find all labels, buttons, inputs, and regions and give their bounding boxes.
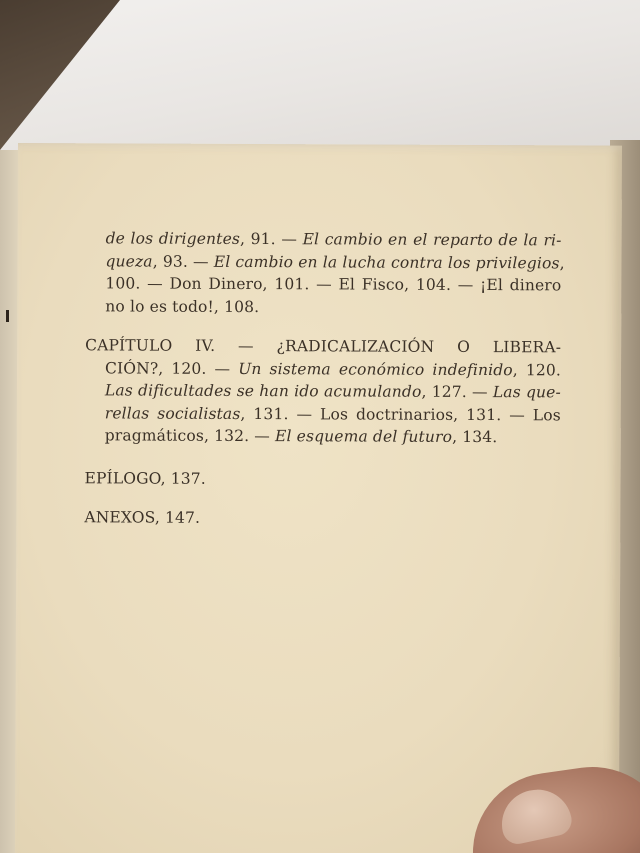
toc-italic-text: El esquema del futuro: [274, 427, 453, 446]
toc-line: [86, 227, 562, 252]
anexos-heading: ANEXOS, 147.: [84, 508, 201, 527]
toc-anexos-entry: [84, 506, 560, 531]
toc-italic-text: Las dificultades se han ido acumulando: [104, 381, 422, 401]
toc-line: [85, 402, 561, 427]
toc-page-ref: , 93. —: [152, 252, 214, 271]
toc-italic-text: El cambio en el reparto de la ri-: [302, 230, 562, 250]
toc-italic-text: Un sistema económico indefinido: [238, 359, 513, 379]
toc-continuation-entry: [85, 227, 565, 319]
toc-page-ref: , 127. —: [421, 382, 493, 402]
toc-italic-text: queza: [105, 251, 153, 271]
table-of-contents: [84, 227, 565, 531]
toc-page-ref: , 134.: [452, 427, 498, 447]
toc-line: [85, 379, 561, 404]
toc-line: [85, 250, 565, 275]
toc-line: [85, 357, 561, 382]
toc-line: 100. — Don Dinero, 101. — El Fisco, 104. — ¡El dinero: [105, 274, 562, 295]
toc-chapter-4-entry: [85, 334, 561, 449]
epilogo-heading: EPÍLOGO, 137.: [84, 468, 206, 488]
toc-page-ref: CIÓN?, 120. —: [104, 358, 239, 378]
toc-page-ref: , 91. —: [239, 229, 303, 249]
toc-line: no lo es todo!, 108.: [105, 296, 260, 316]
toc-italic-text: Las que-: [492, 383, 561, 402]
toc-page-ref: , 120.: [512, 360, 562, 379]
toc-italic-text: de los dirigentes: [105, 229, 241, 248]
chapter-heading: CAPÍTULO IV. — ¿RADICALIZACIÓN O LIBERA-: [85, 336, 562, 357]
toc-punctuation: ,: [559, 253, 565, 272]
toc-line: [85, 424, 561, 449]
margin-mark: [6, 310, 9, 322]
toc-page-ref: pragmáticos, 132. —: [104, 426, 276, 446]
toc-epilogo-entry: [84, 467, 560, 492]
toc-italic-text: rellas socialistas: [104, 403, 241, 423]
book-page: [15, 143, 622, 853]
toc-page-ref: , 131. — Los doctrinarios, 131. — Los: [240, 404, 561, 424]
toc-italic-text: El cambio en la lucha contra los privilegios: [213, 252, 560, 272]
